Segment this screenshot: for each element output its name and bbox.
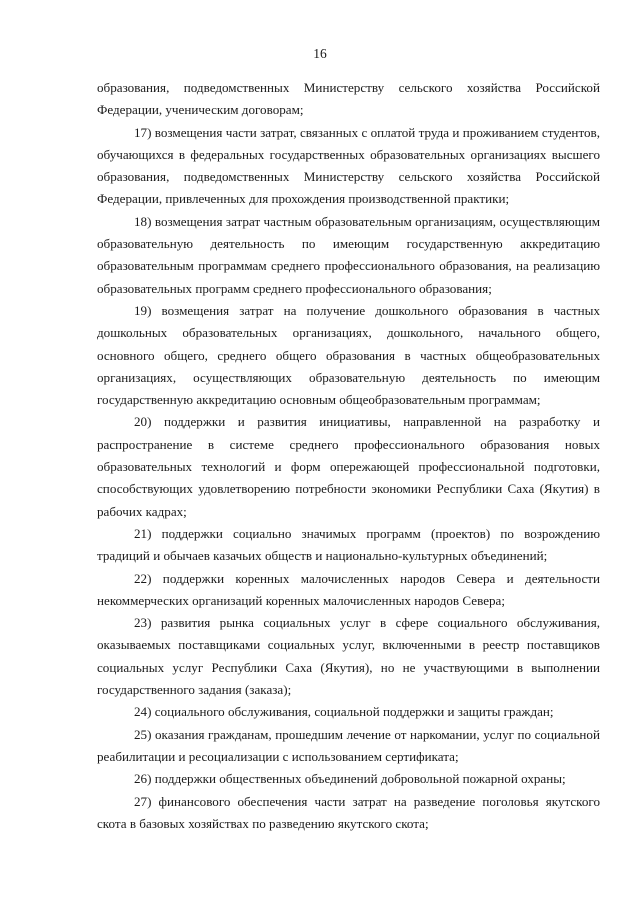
paragraph-item-20: 20) поддержки и развития инициативы, направленной на разработку и распространение в системе среднего профессионального образования новых образовательных технологий и форм опережающей профессиональной подготовки, способствующих удовлетворению потребности экономики Республики Саха (Якутия) в рабочих кадрах; <box>97 414 600 519</box>
paragraph-item-25: 25) оказания гражданам, прошедшим лечение от наркомании, услуг по социальной реабилитации и ресоциализации с использованием сертификата; <box>97 726 600 764</box>
paragraph-item-19: 19) возмещения затрат на получение дошкольного образования в частных дошкольных образовательных организациях, дошкольного, начального общего, основного общего, среднего общего образования в частных общеобразовательных организациях, осуществляющих образовательную деятельность по имеющим государственную аккредитацию основным общеобразовательным программам; <box>97 302 600 408</box>
document-body <box>97 77 600 835</box>
paragraph-item-18: 18) возмещения затрат частным образовательным организациям, осуществляющим образовательную деятельность по имеющим государственную аккредитацию образовательным программам среднего профессионального образования, на реализацию образовательных программ среднего профессионального образования; <box>97 213 600 296</box>
paragraph-item-26: 26) поддержки общественных объединений добровольной пожарной охраны; <box>134 771 566 787</box>
paragraph-item-17: 17) возмещения части затрат, связанных с оплатой труда и проживанием студентов, обучающихся в федеральных государственных образовательных организациях высшего образования, подведомственных Министерству сельского хозяйства Российской Федерации, привлеченных для прохождения производственной практики; <box>97 124 600 207</box>
paragraph-continuation: образования, подведомственных Министерству сельского хозяйства Российской Федерации, ученическим договорам; <box>97 80 600 118</box>
paragraph-item-24: 24) социального обслуживания, социальной поддержки и защиты граждан; <box>134 704 554 720</box>
page-number: 16 <box>313 46 327 61</box>
paragraph-item-27: 27) финансового обеспечения части затрат на разведение поголовья якутского скота в базовых хозяйствах по разведению якутского скота; <box>97 793 600 831</box>
paragraph-item-21: 21) поддержки социально значимых программ (проектов) по возрождению традиций и обычаев казачьих обществ и национально-культурных объединений; <box>97 525 600 564</box>
paragraph-item-22: 22) поддержки коренных малочисленных народов Севера и деятельности некоммерческих организаций коренных малочисленных народов Севера; <box>97 570 600 608</box>
paragraph-item-23: 23) развития рынка социальных услуг в сфере социального обслуживания, оказываемых поставщиками социальных услуг, включенными в реестр поставщиков социальных услуг Республики Саха (Якутия), но не участвующими в выполнении государственного задания (заказа); <box>97 615 600 698</box>
